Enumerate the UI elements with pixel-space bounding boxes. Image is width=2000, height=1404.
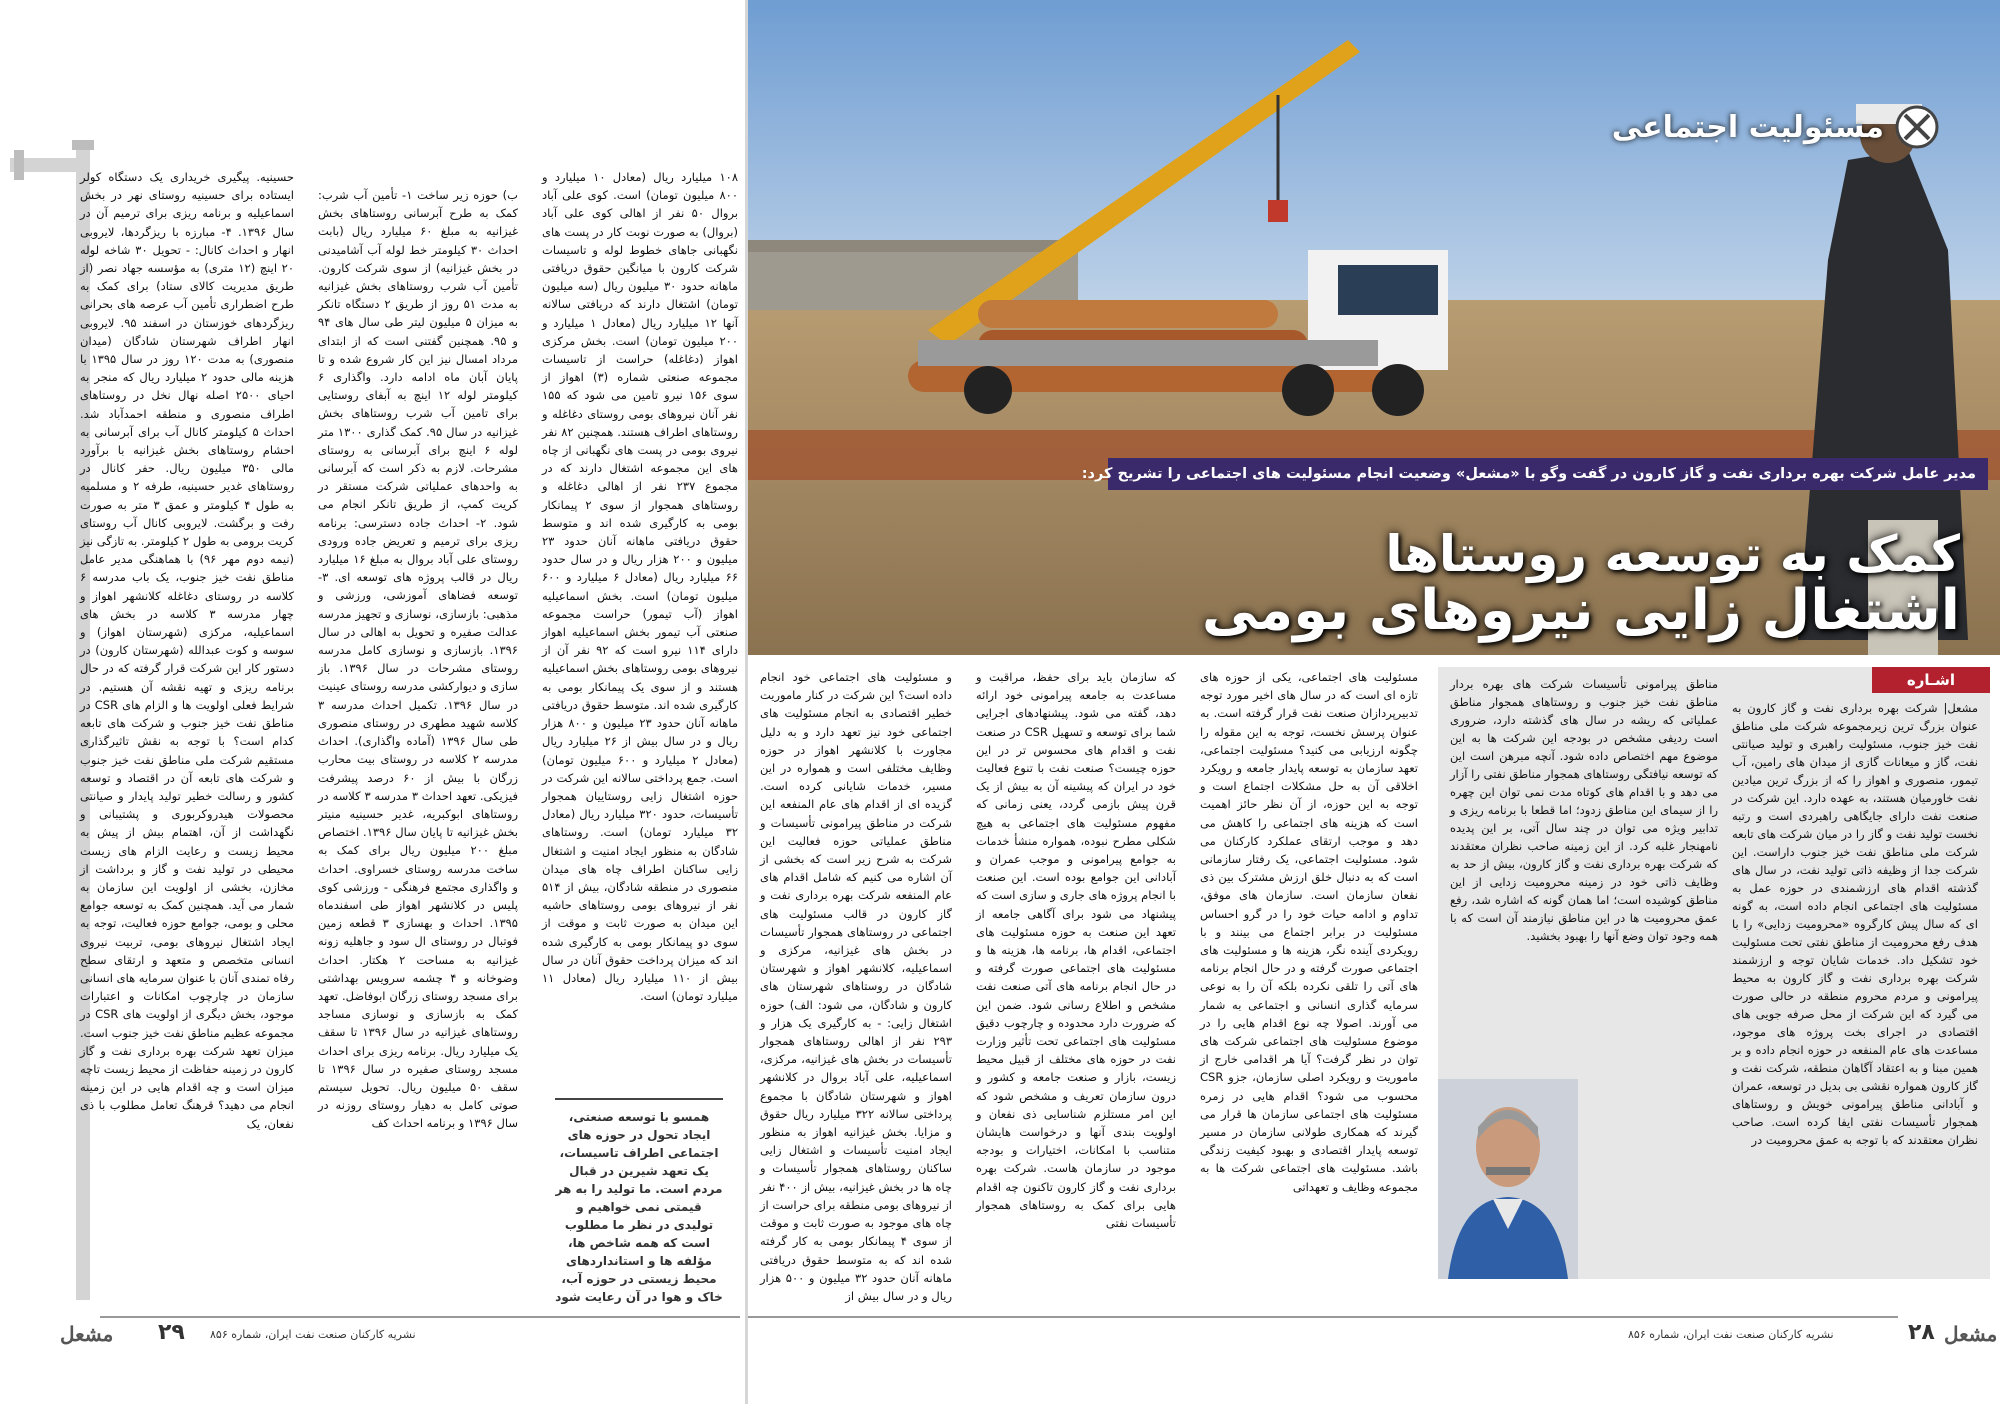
page-number-left: ۲۹ xyxy=(158,1320,185,1345)
kicker: مدیر عامل شرکت بهره برداری نفت و گاز کارون در گفت وگو با «مشعل» وضعیت انجام مسئولیت های اجتماعی را تشریح کرد: xyxy=(1108,458,1988,490)
right-page xyxy=(748,0,2000,1404)
column-5-text: ب) حوزه زیر ساخت ۱- تأمین آب شرب: کمک به طرح آبرسانی روستاهای بخش غیزانیه به مبلغ ۶۰ میلیارد ریال (بابت احداث ۳۰ کیلومتر خط لوله آب آشامیدنی در بخش غیزانیه) از سوی شرکت کارون. تأمین آب شرب روستاهای بخش غیزانیه به مدت ۵۱ روز از طریق ۲ دستگاه تانکر به میزان ۵ میلیون لیتر طی سال های ۹۴ و ۹۵. همچنین گفتنی است که از ابتدای مرداد امسال نیز این کار شروع شده و تا پایان آبان ماه ادامه دارد. واگذاری ۶ کیلومتر لوله ۱۲ اینچ به آبفای روستایی برای تامین آب شرب روستاهای بخش غیزانیه در سال ۹۵. کمک گذاری ۱۳۰۰ متر لوله ۶ اینچ برای آبرسانی به روستای مشرحات. لازم به ذکر است که آبرسانی به واحدهای عملیاتی شرکت مستقر در کریت کمپ، از طریق تانکر انجام می شود. ۲- احداث جاده دسترسی: برنامه ریزی برای ترمیم و تعریض جاده ورودی روستای علی آباد بروال به مبلغ ۱۶ میلیارد ریال در قالب پروژه های توسعه ای. ۳- توسعه فضاهای آموزشی، ورزشی و مذهبی: بازسازی، نوسازی و تجهیز مدرسه عدالت صفیره و تحویل به اهالی در سال ۱۳۹۶. بازسازی و نوسازی کامل مدرسه روستای مشرحات در سال ۱۳۹۶. باز سازی و دیوارکشی مدرسه روستای عینیت در سال ۱۳۹۶. تکمیل احداث مدرسه ۳ کلاسه شهید مطهری در روستای منصوری طی سال ۱۳۹۶ (آماده واگذاری). احداث مدرسه ۲ کلاسه در روستای بیت محارب زرگان با بیش از ۶۰ درصد پیشرفت فیزیکی. تعهد احداث ۳ مدرسه ۳ کلاسه در روستاهای ابوکبریه، غدیر حسینیه منیتر بخش غیزانیه تا پایان سال ۱۳۹۶. اختصاص مبلغ ۲۰۰ میلیون ریال برای کمک به ساخت مدرسه روستای خسراوی. احداث و واگذاری مجتمع فرهنگی - ورزشی کوی پلیس در کلانشهر اهواز طی اسفندماه ۱۳۹۵. احداث و بهسازی ۳ قطعه زمین فوتبال در روستای ال سود و جاهلیه زونه غیزانیه به مساحت ۲ هکتار. احداث وضوخانه و ۴ چشمه سرویس بهداشتی برای مسجد روستای زرگان ابوفاضل. تعهد کمک به بازسازی و نوسازی مساجد روستاهای غیزانیه در سال ۱۳۹۶ تا سقف یک میلیارد ریال. برنامه ریزی برای احداث مسجد روستای صفیره در سال ۱۳۹۶ تا سقف ۵۰ میلیون ریال. تحویل سیستم صوتی کامل به دهیار روستای روزنه در سال ۱۳۹۶ و برنامه احداث کف xyxy=(318,188,519,1131)
sidebar-column-a xyxy=(1732,699,1978,1269)
pull-quote-text: همسو با توسعه صنعتی، ایجاد تحول در حوزه های اجتماعی اطراف تاسیسات، یک تعهد شیرین در قبال مردم است. ما تولید را به هر قیمتی نمی خواهیم و تولیدی در نظر ما مطلوب است که همه شاخص ها، مؤلفه ها و استانداردهای محیط زیستی در حوزه آب، خاک و هوا در آن رعایت شود xyxy=(555,1110,723,1304)
sidebar-label: اشـاره xyxy=(1872,667,1990,693)
valve-icon xyxy=(1894,104,1940,150)
page-number-right: ۲۸ xyxy=(1908,1320,1935,1345)
article-column-4 xyxy=(542,168,739,1004)
article-column-3 xyxy=(760,668,953,1303)
sidebar-column-b xyxy=(1450,675,1718,1067)
footer-logo-right: مشعل xyxy=(1944,1322,1998,1346)
article-column-6 xyxy=(80,168,294,1293)
portrait-photo xyxy=(1438,1079,1578,1279)
column-6-text: حسینیه. پیگیری خریداری یک دستگاه کولر ایستاده برای حسینیه روستای نهر در بخش اسماعیلیه و برنامه ریزی برای ترمیم آن در سال ۱۳۹۶. ۴- مبارزه با ریزگردها، لایروبی انهار و احداث کانال: - تحویل ۳۰ شاخه لوله ۲۰ اینچ (۱۲ متری) به مؤسسه جهاد نصر (از طریق مدیریت کالای ستاد) برای کمک به طرح اضطراری تأمین آب عرصه های بحرانی ریزگردهای خوزستان در اسفند ۹۵. لایروبی انهار اطراف شهرستان شادگان (میدان منصوری) به مدت ۱۲۰ روز در سال ۱۳۹۵ با هزینه مالی حدود ۲ میلیارد ریال که منجر به احیای ۲۵۰۰ اصله نهال نخل در روستاهای اطراف منصوری و منطقه احمدآباد شد. احداث ۵ کیلومتر کانال آب برای آبرسانی به احشام روستاهای بخش غیزانیه با برآورد مالی ۳۵۰ میلیون ریال. حفر کانال در روستاهای غدیر حسینیه، طرفه ۲ و مسلمیه به طول ۴ کیلومتر و عمق ۳ متر به صورت رفت و برگشت. لایروبی کانال آب روستای کریت برومی به طول ۲ کیلومتر. به تازگی نیز (نیمه دوم مهر ۹۶) با هماهنگی مدیر عامل مناطق نفت خیز جنوب، یک باب مدرسه ۶ کلاسه در روستای دغاغله کلانشهر اهواز و چهار مدرسه ۳ کلاسه در بخش های اسماعیلیه، مرکزی (شهرستان اهواز) و سوسه و کوت عبدالله (شهرستان کارون) در دستور کار این شرکت قرار گرفته که در حال برنامه ریزی و تهیه نقشه آن هستیم. در شرایط فعلی اولویت ها و الزام های CSR در مناطق نفت خیز جنوب و شرکت های تابعه کدام است؟ با توجه به نقش تاثیرگذاری مستقیم شرکت ملی مناطق نفت خیز جنوب و شرکت های تابعه آن در اقتصاد و توسعه کشور و رسالت خطیر تولید پایدار و صیانتی محصولات هیدروکربوری و پشتیبانی و نگهداشت از آن، اهتمام بیش از پیش به محیط زیست و رعایت الزام های زیست محیطی در تولید نفت و گاز و برداشت از مخازن، بخشی از اولویت این سازمان به شمار می آید. همچنین کمک به توسعه جوامع محلی و بومی، جوامع حوزه فعالیت، توجه به ایجاد اشتغال نیروهای بومی، تربیت نیروی انسانی متخصص و متعهد و ارتقای سطح رفاه تمندی آنان با عنوان سرمایه های انسانی سازمان در چارچوب امکانات و اعتبارات موجود، بخش دیگری از اولویت های CSR در مجموعه عظیم مناطق نفت خیز جنوب است. میزان تعهد شرکت بهره برداری نفت و گاز کارون در زمینه حفاظت از محیط زیست تاچه میزان است و چه اقدام هایی در این زمینه انجام می دهید؟ قرهنگ تعامل مطلوب با ذی نفعان، یک xyxy=(79,170,295,1131)
article-column-5 xyxy=(318,186,518,1291)
section-label-text: مسئولیت اجتماعی xyxy=(1611,109,1884,145)
article-column-1 xyxy=(1200,668,1418,1288)
sidebar-text-b: مناطق پیرامونی تأسیسات شرکت های بهره بردار مناطق نفت خیز جنوب و روستاهای همجوار مناطق عملیاتی که ریشه در سال های گذشته دارد، ضروری است ردیفی مشخص در بودجه این شرکت ها به این موضوع مهم اختصاص داده شود. آنچه مبرهن است این که توسعه نیافتگی روستاهای همجوار مناطق نفتی را آزار می دهد و با اقدام های کوتاه مدت نمی توان این چهره را از سیمای این مناطق زدود؛ اما قطعا با برنامه ریزی و تدابیر ویژه می توان در چند سال آتی، بر این پدیده نامهنجار غلبه کرد. از این زمینه صاحب نظران معتقدند که شرکت بهره برداری نفت و گاز کارون، بیش از حد به وظایف ذاتی خود در زمینه محرومیت زدایی از این مناطق کوشیده است؛ اما همان گونه که اشاره شد، رفع عمق محرومیت ها در این مناطق نیازمند آن است که با همه وجود توان وضع آنها را بهبود بخشید. xyxy=(1450,677,1718,943)
footer-rule-left xyxy=(100,1316,740,1318)
footer-publication-right: نشریه کارکنان صنعت نفت ایران، شماره ۸۵۶ xyxy=(1628,1328,1834,1341)
footer-publication-left: نشریه کارکنان صنعت نفت ایران، شماره ۸۵۶ xyxy=(210,1328,416,1341)
column-3-text: و مسئولیت های اجتماعی خود انجام داده است؟ این شرکت در کنار ماموریت خطیر اقتصادی به انجام مسئولیت های اجتماعی خود نیز تعهد دارد و به دلیل مجاورت با کلانشهر اهواز در حوزه وظایف مختلفی است و همواره در این مسیر، خدمات شایانی کرده است. گزیده ای از اقدام های عام المنفعه این شرکت در مناطق پیرامونی تأسیسات و مناطق عملیاتی حوزه فعالیت این شرکت به شرح زیر است که بخشی از آن اشاره می کنیم که شامل اقدام های عام المنفعه شرکت بهره برداری نفت و گاز کارون در قالب مسئولیت های اجتماعی در روستاهای همجوار تأسیسات در بخش های غیزانیه، مرکزی و اسماعیلیه، کلانشهر اهواز و شهرستان شادگان در روستاهای شهرستان های کارون و شادگان، می شود: الف) حوزه اشتغال زایی: - به کارگیری یک هزار و ۲۹۳ نفر از اهالی روستاهای همجوار تأسیسات در بخش های غیزانیه، مرکزی، اسماعیلیه، علی آباد بروال در کلانشهر اهواز و شهرستان شادگان با مجموع پرداختی سالانه ۳۲۲ میلیارد ریال حقوق و مزایا. بخش غیزانیه اهواز به منظور ایجاد امنیت تأسیسات و اشتغال زایی ساکنان روستاهای همجوار تأسیسات و چاه ها در بخش غیزانیه، بیش از ۴۰۰ نفر از نیروهای بومی منطقه برای حراست از چاه های موجود به صورت ثابت و موقت از سوی ۴ پیمانکار بومی به کار گرفته شده اند که به متوسط حقوق دریافتی ماهانه آنان حدود ۳۲ میلیون و ۵۰۰ هزار ریال و در سال بیش از xyxy=(760,670,953,1303)
footer-logo-left: مشعل xyxy=(60,1322,114,1346)
pull-quote xyxy=(555,1098,723,1304)
column-1-text: مسئولیت های اجتماعی، یکی از حوزه های تازه ای است که در سال های اخیر مورد توجه تدبیرپردازان صنعت نفت قرار گرفته است. به عنوان پرسش نخست، توجه به این مقوله را چگونه ارزیابی می کنید؟ مسئولیت اجتماعی، تعهد سازمان به توسعه پایدار جامعه و رویکرد اخلاقی آن به حل مشکلات اجتماع است و توجه به این حوزه، از آن نظر حائز اهمیت است که هزینه های اجتماعی را کاهش می دهد و موجب ارتقای عملکرد کارکنان می شود. مسئولیت اجتماعی، یک رفتار سازمانی است که به دنبال خلق ارزش مشترک بین ذی نفعان سازمان است. سازمان های موفق، تداوم و ادامه حیات خود را در گرو احساس مسئولیت در برابر اجتماع می بینند و با رویکردی آینده نگر، هزینه ها و مسئولیت های اجتماعی صورت گرفته و در حال انجام برنامه های آتی را تلقی نکرده بلکه آن را به نوعی سرمایه گذاری انسانی و اجتماعی به شمار می آورند. اصولا چه نوع اقدام هایی را در موضوع مسئولیت های اجتماعی شرکت های توان در نظر گرفت؟ آیا هر اقدامی خارج از ماموریت و رویکرد اصلی سازمان، جزو CSR محسوب می شود؟ اقدام هایی در زمره مسئولیت های اجتماعی سازمان ها قرار می گیرند که همکاری طولانی سازمان در مسیر توسعه پایدار اقتصادی و بهبود کیفیت زندگی باشد. مسئولیت های اجتماعی شرکت ها به مجموعه وظایف و تعهداتی xyxy=(1200,670,1418,1194)
sidebar-box xyxy=(1438,667,1990,1279)
headline-line-1: کمک به توسعه روستاها xyxy=(1385,525,1960,583)
footer-rule-right xyxy=(748,1316,1898,1318)
headline-line-2: اشتغال زایی نیروهای بومی xyxy=(1201,578,1960,643)
column-4-text: ۱۰۸ میلیارد ریال (معادل ۱۰ میلیارد و ۸۰۰ میلیون تومان) است. کوی علی آباد بروال ۵۰ نفر از اهالی کوی علی آباد (بروال) به صورت نوبت کار در پست های نگهبانی جاهای خطوط لوله و تاسیسات شرکت کارون با میانگین حقوق دریافتی ماهانه حدود ۳۰ میلیون ریال (سه میلیون تومان) اشتغال دارند که دریافتی سالانه آنها ۱۲ میلیارد ریال (معادل ۱ میلیارد و ۲۰۰ میلیون تومان) است. بخش مرکزی اهواز (دغاغله) حراست از تاسیسات مجموعه صنعتی شماره (۳) اهواز از سوی ۱۵۶ نیرو تامین می شود که ۱۵۵ نفر آنان نیروهای بومی روستای دغاغله و روستاهای اطراف هستند. همچنین ۸۲ نفر نیروی بومی در پست های نگهبانی از چاه های این مجموعه اشتغال دارند که در مجموع ۲۳۷ نفر از اهالی دغاغله و روستاهای همجوار از سوی ۲ پیمانکار بومی به کارگیری شده اند و متوسط حقوق دریافتی ماهانه آنان حدود ۲۳ میلیون و ۲۰۰ هزار ریال و در سال حدود ۶۶ میلیارد ریال (معادل ۶ میلیارد و ۶۰۰ میلیون تومان) است. بخش اسماعیلیه اهواز (آب تیمور) حراست مجموعه صنعتی آب تیمور بخش اسماعیلیه اهواز دارای ۱۱۴ نیرو است که ۹۲ نفر آن از نیروهای بومی روستاهای بخش اسماعیلیه هستند و از سوی یک پیمانکار بومی به کارگیری شده اند. متوسط حقوق دریافتی ماهانه آنان حدود ۲۳ میلیون و ۸۰۰ هزار ریال و در سال بیش از ۲۶ میلیارد ریال (معادل ۲ میلیارد و ۶۰۰ میلیون تومان) است. جمع پرداختی سالانه این شرکت در حوزه اشتغال زایی روستاییان همجوار تأسیسات، حدود ۳۲۰ میلیارد ریال (معادل ۳۲ میلیارد تومان) است. روستاهای شادگان به منظور ایجاد امنیت و اشتغال زایی ساکنان اطراف چاه های میدان منصوری در منطقه شادگان، بیش از ۵۱۴ نفر از نیروهای بومی روستاهای حاشیه این میدان به صورت ثابت و موقت از سوی دو پیمانکار بومی به کارگیری شده اند که میزان پرداخت حقوق آنان در سال بیش از ۱۱۰ میلیارد ریال (معادل ۱۱ میلیارد تومان) است. xyxy=(542,170,739,1004)
left-page xyxy=(0,0,745,1404)
portrait-person-icon xyxy=(1438,1079,1578,1279)
column-2-text: که سازمان باید برای حفظ، مراقبت و مساعدت به جامعه پیرامونی خود ارائه دهد، گفته می شود. پیشنهادهای اجرایی شما برای توسعه و تسهیل CSR در صنعت نفت و اقدام های محسوس تر در این حوزه چیست؟ صنعت نفت با تنوع فعالیت خود در ایران که پیشینه آن به بیش از یک قرن پیش بازمی گردد، یعنی زمانی که مفهوم مسئولیت های اجتماعی به هیچ شکلی مطرح نبوده، همواره منشأ خدمات به جوامع پیرامونی و موجب عمران و آبادانی این جوامع بوده است. این صنعت با انجام پروژه های جاری و سازی است که پیشنهاد می شود برای آگاهی جامعه از تعهد این صنعت به حوزه مسئولیت های اجتماعی، اقدام ها، برنامه ها، هزینه ها و مسئولیت های اجتماعی صورت گرفته و در حال انجام برنامه های آتی صنعت نفت مشخص و اطلاع رسانی شود. ضمن این که ضرورت دارد محدوده و چارچوب دقیق مسئولیت های اجتماعی تحت تأثیر وزارت نفت در حوزه های مختلف از قبیل محیط زیست، بازار و صنعت جامعه و کشور و درون سازمان تعریف و مشخص شود که این امر مستلزم شناسایی ذی نفعان و اولویت بندی آنها و درخواست هایشان متناسب با امکانات، اختیارات و بودجه موجود در سازمان هاست. شرکت بهره برداری نفت و گاز کارون تاکنون چه اقدام هایی برای کمک به روستاهای همجوار تأسیسات نفتی xyxy=(976,670,1177,1231)
sidebar-text-a: مشعل| شرکت بهره برداری نفت و گاز کارون به عنوان بزرگ ترین زیرمجموعه شرکت ملی مناطق نفت خیز جنوب، مسئولیت راهبری و تولید صیانتی نفت، گاز و میعانات گازی از میدان های رامین، آب تیمور، منصوری و اهواز را که از بزرگ ترین میادین نفت خاورمیان هستند، به عهده دارد. این شرکت در صنعت نفت دارای جایگاهی راهبردی است و رتبه نخست تولید نفت و گاز را در میان شرکت های تابعه شرکت ملی مناطق نفت خیز جنوب داراست. این شرکت جدا از وظیفه ذاتی تولید نفت، در سال های گذشته اقدام های ارزشمندی در حوزه عمل به مسئولیت های اجتماعی انجام داده است، به گونه ای که سال پیش کارگروه «محرومیت زدایی» را با هدف رفع محرومیت از مناطق نفتی تحت مسئولیت خود تشکیل داد. خدمات شایان توجه و ارزشمند شرکت بهره برداری نفت و گاز کارون به محیط پیرامونی و مردم محروم منطقه در حالی صورت می گیرد که این شرکت از محل صرفه جویی های اقتصادی در اجرای بخت پروژه های موجود، مساعدت های عام المنفعه در حوزه انجام داده و بر همین مبنا و به اعتقاد آگاهان منطقه، شرکت نفت و گاز کارون همواره نقشی بی بدیل در توسعه، عمران و آبادانی مناطق پیرامونی خویش و روستاهای همجوار تأسیسات نفتی ایفا کرده است. صاحب نظران معتقدند که با توجه به عمق محرومیت در xyxy=(1732,701,1978,1147)
section-label xyxy=(1612,100,1940,154)
article-column-2 xyxy=(976,668,1176,1288)
